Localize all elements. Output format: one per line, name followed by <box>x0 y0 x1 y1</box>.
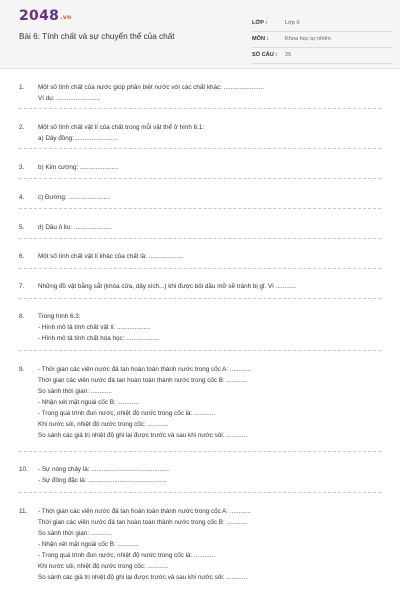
question-line: Những đồ vật bằng sắt (khóa cửa, dây xích...) khi được bôi dầu mỡ sẽ tránh bị gỉ. Vì ............ <box>38 283 297 290</box>
question-line: c) Đường: ........................ <box>38 194 111 201</box>
meta-row-subject <box>252 32 392 48</box>
question-line: So sánh thời gian: ............ <box>38 530 112 537</box>
question-line: - Trong quá trình đun nước, nhiệt độ nước trong cốc là: ............ <box>38 410 215 417</box>
question-line: - Trong quá trình đun nước, nhiệt độ nước trong cốc là: ............ <box>38 552 215 559</box>
question-number: 9. <box>19 366 25 373</box>
question-line: Trong hình 6.3: <box>38 313 81 320</box>
worksheet-meta <box>252 16 392 64</box>
meta-label: MÔN : <box>252 36 269 42</box>
question-line: b) Kim cương: ...................... <box>38 164 119 171</box>
divider <box>19 148 381 149</box>
question-line: - Hình mô tả tính chất hóa học: ................... <box>38 335 160 342</box>
divider <box>19 238 381 239</box>
question-line: Thời gian các viên nước đá tan hoàn toàn thành nước trong cốc B: ............ <box>38 377 248 384</box>
question-number: 4. <box>19 194 25 201</box>
question-line: Một số tính chất vật lí của chất trong mỗi vật thể ở hình 6.1: <box>38 124 205 131</box>
divider <box>19 350 381 351</box>
logo-text: 2048 <box>19 8 60 24</box>
site-logo[interactable] <box>19 8 72 24</box>
question-line: - Nhận xét mặt ngoài cốc B: ............ <box>38 399 139 406</box>
question-line: Một số tính chất vật lí khác của chất là: .................... <box>38 253 184 260</box>
question-number: 11. <box>19 508 28 515</box>
logo-suffix: .vn <box>60 14 72 21</box>
meta-label: SỐ CÂU : <box>252 52 278 58</box>
question-line: - Hình mô tả tính chất vật lí: ................... <box>38 324 151 331</box>
question-line: a) Dây đồng: ........................ <box>38 135 118 142</box>
meta-value: 25 <box>285 52 292 58</box>
meta-row-grade <box>252 16 392 32</box>
question-number: 7. <box>19 283 25 290</box>
question-number: 8. <box>19 313 25 320</box>
question-number: 5. <box>19 224 25 231</box>
meta-row-count <box>252 48 392 64</box>
worksheet-header <box>0 0 400 69</box>
lesson-title: Bài 6: Tính chất và sự chuyển thể của chất <box>19 32 175 41</box>
divider <box>19 451 381 452</box>
question-line: - Nhận xét mặt ngoài cốc B: ............ <box>38 541 139 548</box>
question-line: Khi nước sôi, nhiệt độ nước trong cốc: ............ <box>38 421 169 428</box>
divider <box>19 178 381 179</box>
question-line: Khi nước sôi, nhiệt độ nước trong cốc: ............ <box>38 563 169 570</box>
question-line: Ví dụ: ......................... <box>38 95 100 102</box>
question-line: - Sự đông đặc là: ............................................. <box>38 477 167 484</box>
meta-value: Lớp 6 <box>285 20 300 26</box>
question-number: 10. <box>19 466 28 473</box>
question-number: 2. <box>19 124 25 131</box>
divider <box>19 208 381 209</box>
question-line: - Sự nóng chảy là: ............................................. <box>38 466 170 473</box>
divider <box>19 108 381 109</box>
question-line: - Thời gian các viên nước đá tan hoàn toàn thành nước trong cốc A: ............ <box>38 366 251 373</box>
divider <box>19 268 381 269</box>
divider <box>19 492 381 493</box>
question-line: So sánh các giá trị nhiệt độ ghi lại được trước và sau khi nước sôi: ............ <box>38 432 248 439</box>
question-line: - Thời gian các viên nước đá tan hoàn toàn thành nước trong cốc A: ............ <box>38 508 251 515</box>
divider <box>19 298 381 299</box>
meta-label: LỚP : <box>252 20 268 26</box>
question-number: 6. <box>19 253 25 260</box>
question-line: d) Dầu ô liu: ...................... <box>38 224 113 231</box>
question-line: Một số tính chất của nước giúp phân biệt nước với các chất khác: ....................... <box>38 84 264 91</box>
meta-value: Khoa học tự nhiên <box>285 36 331 42</box>
question-line: Thời gian các viên nước đá tan hoàn toàn thành nước trong cốc B: ............ <box>38 519 248 526</box>
question-number: 3. <box>19 164 25 171</box>
question-line: So sánh các giá trị nhiệt độ ghi lại được trước và sau khi nước sôi: ............ <box>38 574 248 581</box>
question-line: So sánh thời gian: ............ <box>38 388 112 395</box>
question-number: 1. <box>19 84 25 91</box>
